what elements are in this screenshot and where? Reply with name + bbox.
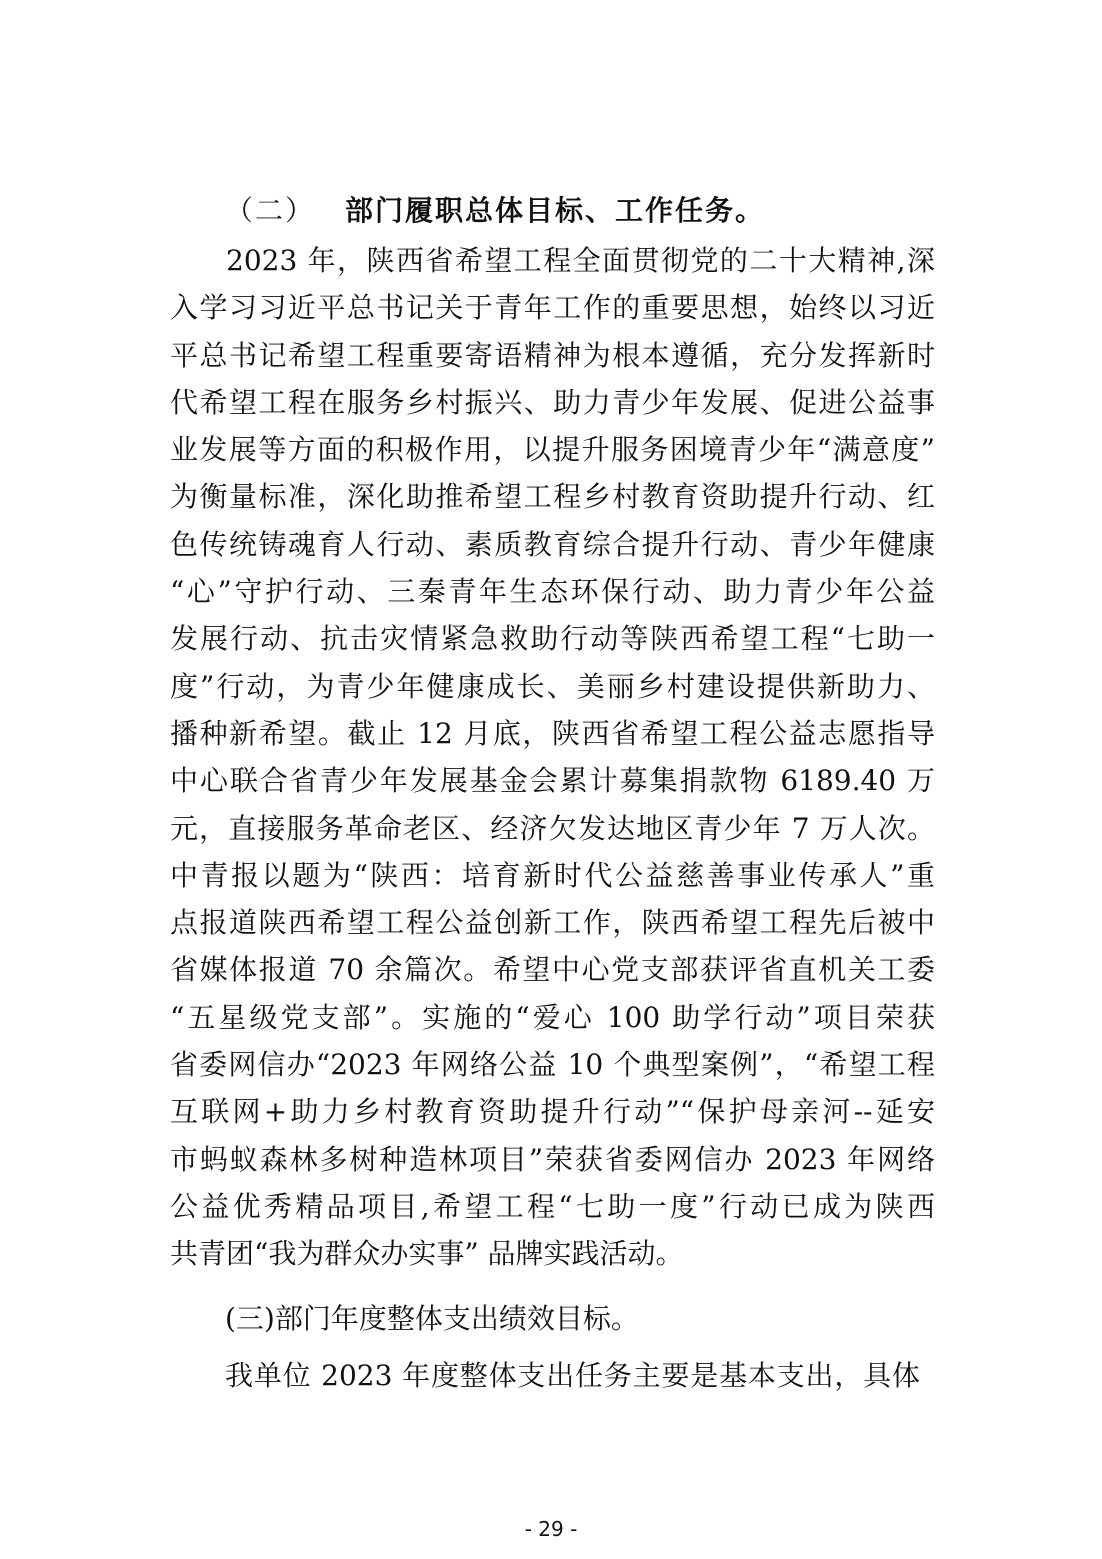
paragraph-line: 2023 年，陕西省希望工程全面贯彻党的二十大精神,深: [226, 244, 935, 277]
page-number: - 29 -: [524, 1517, 578, 1541]
paragraph-line: 省媒体报道 70 余篇次。希望中心党支部获评省直机关工委: [170, 953, 935, 987]
paragraph-line: 发展行动、抗击灾情紧急救助行动等陕西希望工程“七助一: [170, 622, 935, 656]
paragraph-line: 元，直接服务革命老区、经济欠发达地区青少年 7 万人次。: [170, 811, 935, 845]
paragraph-line: 中青报以题为“陕西：培育新时代公益慈善事业传承人”重: [170, 858, 935, 892]
paragraph-line: 业发展等方面的积极作用，以提升服务困境青少年“满意度”: [170, 433, 935, 467]
section-heading-text: 部门履职总体目标、工作任务。: [345, 194, 766, 227]
paragraph-line: 播种新希望。截止 12 月底，陕西省希望工程公益志愿指导: [170, 716, 935, 750]
paragraph-line: 中心联合省青少年发展基金会累计募集捐款物 6189.40 万: [170, 764, 935, 798]
paragraph-line: “心”守护行动、三秦青年生态环保行动、助力青少年公益: [170, 575, 935, 609]
closing-line: 我单位 2023 年度整体支出任务主要是基本支出，具体: [225, 1359, 920, 1392]
paragraph-line: 互联网+助力乡村教育资助提升行动”“保护母亲河--延安: [170, 1095, 935, 1129]
paragraph-line: 度”行动，为青少年健康成长、美丽乡村建设提供新助力、: [170, 669, 935, 703]
paragraph-line: 点报道陕西希望工程公益创新工作，陕西希望工程先后被中: [170, 906, 935, 940]
section-heading: [225, 190, 765, 232]
body-paragraph: [170, 237, 935, 1278]
paragraph-line: 色传统铸魂育人行动、素质教育综合提升行动、青少年健康: [170, 527, 935, 561]
paragraph-line: 代希望工程在服务乡村振兴、助力青少年发展、促进公益事: [170, 385, 935, 419]
paragraph-line: 市蚂蚁森林多树种造林项目”荣获省委网信办 2023 年网络: [170, 1142, 935, 1176]
paragraph-line: 为衡量标准，深化助推希望工程乡村教育资助提升行动、红: [170, 480, 935, 514]
paragraph-line: 平总书记希望工程重要寄语精神为根本遵循，充分发挥新时: [170, 338, 935, 372]
paragraph-line: 入学习习近平总书记关于青年工作的重要思想，始终以习近: [170, 291, 935, 325]
paragraph-line: 公益优秀精品项目,希望工程“七助一度”行动已成为陕西: [170, 1189, 935, 1223]
sub-heading: (三)部门年度整体支出绩效目标。: [225, 1302, 639, 1335]
paragraph-line: “五星级党支部”。实施的“爱心 100 助学行动”项目荣获: [170, 1000, 935, 1034]
section-heading-number: （二）: [225, 194, 316, 227]
paragraph-line: 共青团“我为群众办实事” 品牌实践活动。: [170, 1237, 684, 1271]
paragraph-line: 省委网信办“2023 年网络公益 10 个典型案例”，“希望工程: [170, 1048, 935, 1082]
